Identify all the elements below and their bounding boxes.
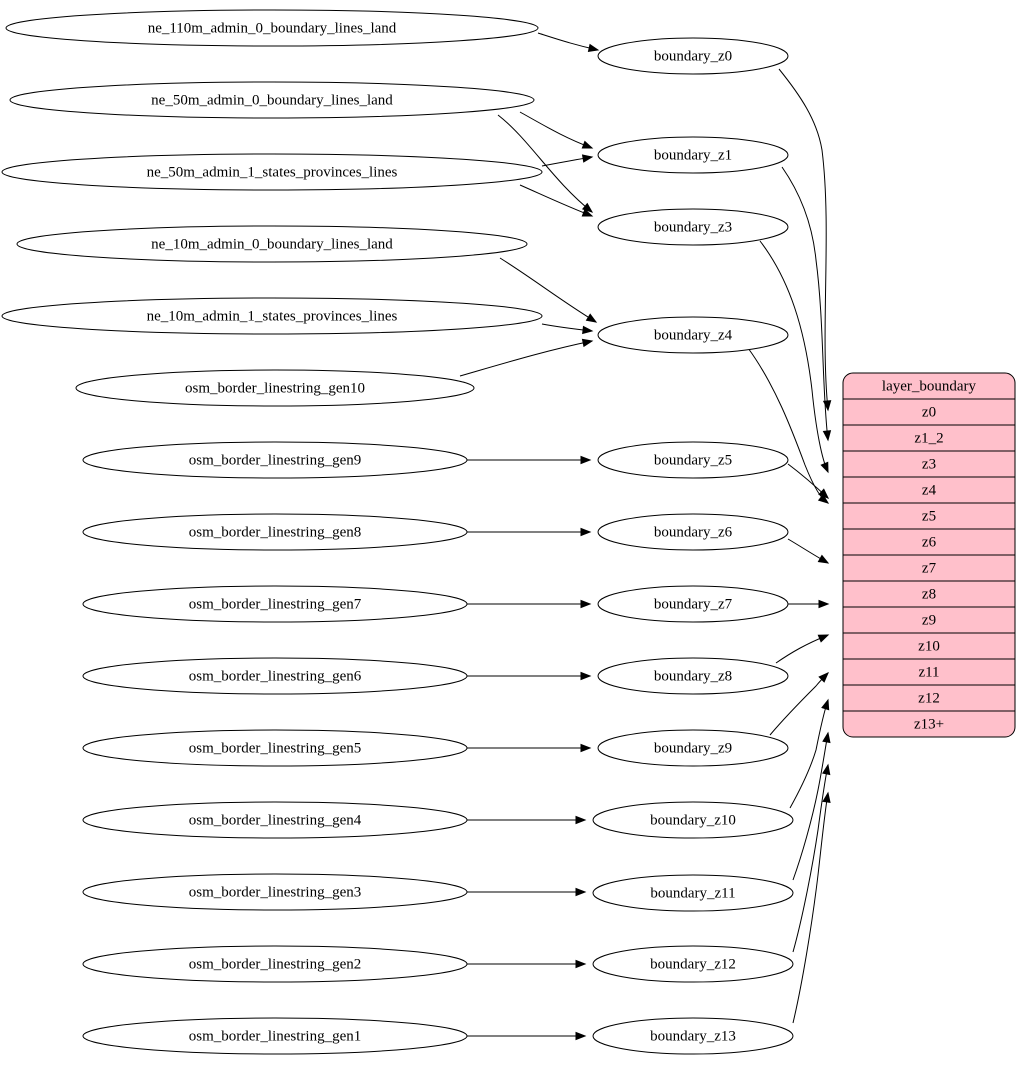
node-label: osm_border_linestring_gen1 bbox=[188, 1028, 362, 1045]
edge-b3-to-z3 bbox=[760, 241, 831, 473]
boundary-node-boundary_z9[interactable] bbox=[598, 730, 788, 766]
boundary-node-boundary_z13[interactable] bbox=[593, 1018, 793, 1054]
source-node-ne_50m_admin_1_states_provinces_lines[interactable] bbox=[2, 154, 542, 190]
table-row-z8[interactable]: z8 bbox=[921, 586, 937, 603]
table-row-z5[interactable]: z5 bbox=[921, 508, 937, 525]
node-label: osm_border_linestring_gen6 bbox=[188, 668, 362, 685]
edge-src9-to-b8 bbox=[467, 673, 590, 680]
node-label: osm_border_linestring_gen2 bbox=[188, 956, 362, 973]
edge-src12-to-b11 bbox=[467, 889, 585, 896]
table-row-z10[interactable]: z10 bbox=[918, 638, 940, 655]
edge-b5-to-z5 bbox=[788, 464, 830, 501]
node-label: osm_border_linestring_gen5 bbox=[188, 740, 362, 757]
source-node-osm_border_linestring_gen10[interactable] bbox=[76, 370, 474, 406]
table-row-z13+[interactable]: z13+ bbox=[913, 716, 945, 733]
table-row-z1_2[interactable]: z1_2 bbox=[914, 430, 944, 447]
table-row-z11[interactable]: z11 bbox=[918, 664, 940, 681]
table-row-z0[interactable]: z0 bbox=[921, 404, 937, 421]
table-row-z4[interactable]: z4 bbox=[921, 482, 937, 499]
node-label: boundary_z0 bbox=[653, 48, 733, 65]
node-label: osm_border_linestring_gen3 bbox=[188, 884, 362, 901]
edge-src0-to-b0 bbox=[538, 33, 599, 53]
edge-b4-to-z4 bbox=[748, 348, 830, 506]
node-label: ne_110m_admin_0_boundary_lines_land bbox=[147, 20, 397, 37]
edge-src8-to-b7 bbox=[467, 601, 590, 608]
boundary-node-boundary_z5[interactable] bbox=[598, 442, 788, 478]
node-label: osm_border_linestring_gen7 bbox=[188, 596, 362, 613]
edge-b6-to-z6 bbox=[788, 539, 830, 566]
source-node-osm_border_linestring_gen8[interactable] bbox=[83, 514, 467, 550]
source-node-osm_border_linestring_gen2[interactable] bbox=[83, 946, 467, 982]
boundary-node-boundary_z6[interactable] bbox=[598, 514, 788, 550]
node-label: boundary_z6 bbox=[653, 524, 733, 541]
node-label: boundary_z11 bbox=[650, 885, 736, 902]
boundary-node-boundary_z11[interactable] bbox=[593, 875, 793, 911]
edge-b0-to-z0 bbox=[779, 69, 831, 410]
boundary-node-boundary_z0[interactable] bbox=[598, 38, 788, 74]
edge-src13-to-b12 bbox=[467, 961, 585, 968]
source-node-ne_10m_admin_0_boundary_lines_land[interactable] bbox=[17, 226, 527, 262]
boundary-node-boundary_z8[interactable] bbox=[598, 658, 788, 694]
edge-src2-to-b1 bbox=[542, 154, 593, 166]
node-label: boundary_z13 bbox=[650, 1028, 736, 1045]
node-label: boundary_z4 bbox=[653, 327, 733, 344]
node-label: osm_border_linestring_gen8 bbox=[188, 524, 362, 541]
source-node-osm_border_linestring_gen9[interactable] bbox=[83, 442, 467, 478]
source-node-ne_50m_admin_0_boundary_lines_land[interactable] bbox=[10, 82, 534, 118]
edge-src4-to-b4 bbox=[542, 324, 592, 334]
edge-src11-to-b10 bbox=[467, 817, 585, 824]
node-label: boundary_z5 bbox=[653, 452, 733, 469]
edge-b8-to-z8 bbox=[776, 632, 829, 663]
edge-src1-to-b1 bbox=[520, 112, 593, 151]
node-label: boundary_z12 bbox=[650, 956, 736, 973]
node-label: osm_border_linestring_gen4 bbox=[188, 812, 362, 829]
table-row-z3[interactable]: z3 bbox=[921, 456, 937, 473]
table-row-z12[interactable]: z12 bbox=[918, 690, 940, 707]
source-node-ne_10m_admin_1_states_provinces_lines[interactable] bbox=[2, 298, 542, 334]
edge-src7-to-b6 bbox=[467, 529, 590, 536]
node-label: boundary_z10 bbox=[650, 812, 736, 829]
edge-b10-to-z10 bbox=[790, 699, 831, 808]
edge-src5-to-b4 bbox=[460, 338, 593, 376]
node-label: ne_10m_admin_1_states_provinces_lines bbox=[146, 308, 398, 325]
edge-src2-to-b3 bbox=[520, 185, 593, 219]
table-row-z7[interactable]: z7 bbox=[921, 560, 937, 577]
source-node-osm_border_linestring_gen1[interactable] bbox=[83, 1018, 467, 1054]
table-title: layer_boundary bbox=[881, 378, 977, 395]
source-node-ne_110m_admin_0_boundary_lines_land[interactable] bbox=[6, 10, 538, 46]
layer-boundary-table[interactable] bbox=[843, 373, 1015, 737]
edge-src14-to-b13 bbox=[467, 1033, 585, 1040]
boundary-node-boundary_z4[interactable] bbox=[598, 317, 788, 353]
node-label: ne_50m_admin_0_boundary_lines_land bbox=[151, 92, 393, 109]
edge-b1-to-z1_2 bbox=[782, 167, 831, 440]
source-node-osm_border_linestring_gen5[interactable] bbox=[83, 730, 467, 766]
node-label: boundary_z1 bbox=[653, 147, 733, 164]
source-node-osm_border_linestring_gen7[interactable] bbox=[83, 586, 467, 622]
edge-b7-to-z7 bbox=[788, 601, 828, 608]
node-label: boundary_z8 bbox=[653, 668, 733, 685]
node-label: ne_50m_admin_1_states_provinces_lines bbox=[146, 164, 398, 181]
node-label: osm_border_linestring_gen9 bbox=[188, 452, 362, 469]
boundary-node-boundary_z1[interactable] bbox=[598, 137, 788, 173]
boundary-node-boundary_z7[interactable] bbox=[598, 586, 788, 622]
boundary-node-boundary_z10[interactable] bbox=[593, 802, 793, 838]
edge-src6-to-b5 bbox=[467, 457, 590, 464]
boundary-node-boundary_z3[interactable] bbox=[598, 209, 788, 245]
source-node-osm_border_linestring_gen6[interactable] bbox=[83, 658, 467, 694]
boundary-node-boundary_z12[interactable] bbox=[593, 946, 793, 982]
source-node-osm_border_linestring_gen3[interactable] bbox=[83, 874, 467, 910]
node-label: ne_10m_admin_0_boundary_lines_land bbox=[151, 236, 393, 253]
edge-src10-to-b9 bbox=[467, 745, 590, 752]
node-label: osm_border_linestring_gen10 bbox=[185, 380, 365, 397]
edge-b13-to-z13 bbox=[793, 792, 831, 1023]
table-row-z6[interactable]: z6 bbox=[921, 534, 937, 551]
node-label: boundary_z3 bbox=[653, 219, 733, 236]
source-node-osm_border_linestring_gen4[interactable] bbox=[83, 802, 467, 838]
node-label: boundary_z7 bbox=[653, 596, 733, 613]
table-row-z9[interactable]: z9 bbox=[921, 612, 937, 629]
node-label: boundary_z9 bbox=[653, 740, 733, 757]
